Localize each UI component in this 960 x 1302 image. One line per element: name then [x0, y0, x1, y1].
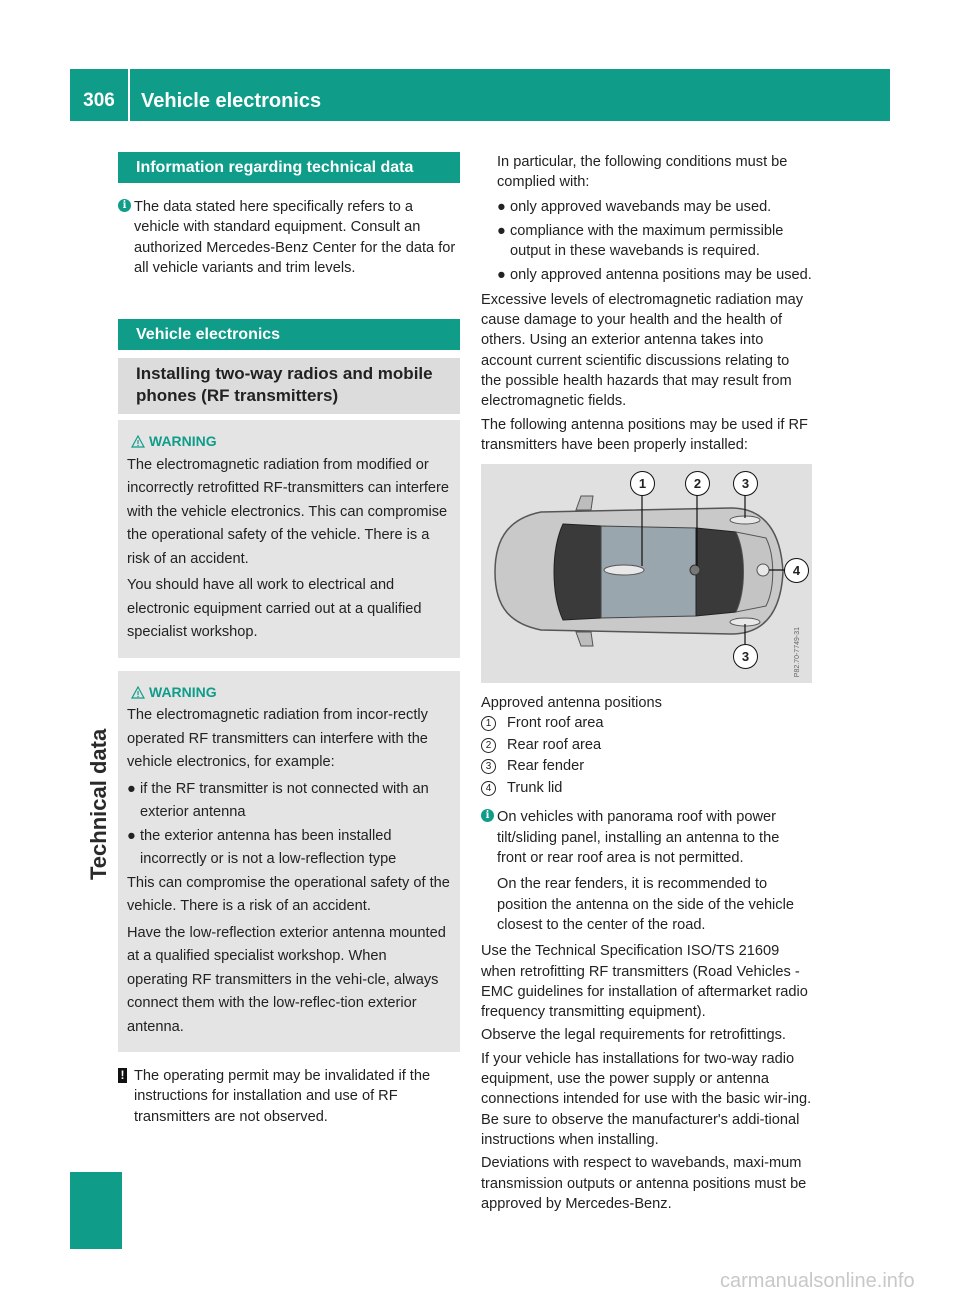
- info-icon: i: [481, 809, 494, 822]
- info-icon: i: [118, 199, 131, 212]
- figure-caption: Approved antenna positions: [481, 695, 662, 712]
- watermark: carmanualsonline.info: [720, 1270, 915, 1292]
- callout-1: 1: [630, 471, 655, 496]
- antenna-positions-figure: [481, 464, 812, 683]
- warning-text: You should have all work to electrical and electronic equipment carried out at a qualified specialist workshop.: [127, 577, 422, 641]
- info-note: [118, 197, 460, 278]
- sub-heading: Installing two-way radios and mobile phones (RF transmitters): [118, 358, 460, 414]
- info-heading: Information regarding technical data: [118, 152, 460, 183]
- info-note-text: On the rear fenders, it is recommended to position the antenna on the side of the vehicle closest to the center of the road.: [497, 876, 794, 933]
- callout-3-bottom: 3: [733, 644, 758, 669]
- callout-2: 2: [685, 471, 710, 496]
- chapter-side-label: Technical data: [86, 728, 111, 880]
- list-item: 4 Trunk lid: [481, 778, 812, 800]
- page-number: 306: [83, 90, 115, 111]
- number-badge: 3: [481, 759, 496, 774]
- bullet-icon: ●: [497, 198, 506, 215]
- list-item: ● compliance with the maximum permissible output in these wavebands is required.: [497, 222, 784, 260]
- list-item: 2 Rear roof area: [481, 735, 812, 757]
- right-column: [481, 152, 812, 1217]
- header-divider: [128, 69, 130, 121]
- number-badge: 4: [481, 781, 496, 796]
- warning-box-2: [118, 671, 460, 1053]
- warning-text: Have the low-reflection exterior antenna mounted at a qualified specialist workshop. When operating RF transmitters in the vehi-cle, always connect them with the low-reflec-tion exterior antenna.: [127, 924, 446, 1035]
- bullet-icon: ●: [127, 780, 136, 797]
- paragraph: Deviations with respect to wavebands, maxi-mum transmission outputs or antenna positions must be approved by Mercedes-Benz.: [481, 1155, 807, 1212]
- list-item: 3 Rear fender: [481, 756, 812, 778]
- warning-text: The electromagnetic radiation from incor-rectly operated RF transmitters can interfere with the vehicle electronics, for example:: [127, 707, 428, 771]
- list-item: 1 Front roof area: [481, 713, 812, 735]
- callout-3-top: 3: [733, 471, 758, 496]
- left-column: [118, 152, 460, 1127]
- warning-title: WARNING: [127, 681, 451, 705]
- paragraph: If your vehicle has installations for two-way radio equipment, use the power supply or antenna connections intended for use with the basic wir-ing. Be sure to observe the manufacturer's addi-tional instructions when installing.: [481, 1050, 812, 1148]
- number-badge: 1: [481, 716, 496, 731]
- bullet-icon: ●: [497, 222, 506, 239]
- bullet-icon: ●: [127, 827, 136, 844]
- caution-note: [118, 1066, 460, 1127]
- chapter-tab: [70, 1172, 122, 1249]
- info-note-right: [481, 807, 812, 935]
- callout-4: 4: [784, 558, 809, 583]
- list-item: ● only approved antenna positions may be used.: [497, 265, 812, 285]
- list-item: ● if the RF transmitter is not connected with an exterior antenna: [127, 778, 451, 825]
- paragraph: Observe the legal requirements for retrofittings.: [481, 1027, 786, 1044]
- paragraph: Excessive levels of electromagnetic radiation may cause damage to your health and the health of others. Using an exterior antenna takes into account current scientific discussions relating to the possible health hazards that may result from electromagnetic fields.: [481, 291, 804, 410]
- info-note-text: On vehicles with panorama roof with power tilt/sliding panel, installing an antenna to the front or rear roof area is not permitted.: [497, 809, 780, 867]
- warning-box-1: [118, 420, 460, 658]
- warning-text: The electromagnetic radiation from modified or incorrectly retrofitted RF-transmitters can interfere with the vehicle electronics. This can compromise the operational safety of the vehicle. There is a risk of an accident.: [127, 456, 449, 567]
- figure-code: P82.70-7749-31: [793, 626, 801, 678]
- number-badge: 2: [481, 738, 496, 753]
- section-heading: Vehicle electronics: [118, 319, 460, 350]
- paragraph: Use the Technical Specification ISO/TS 21609 when retrofitting RF transmitters (Road Vehicles - EMC guidelines for installation of aftermarket radio frequency transmitting equipment).: [481, 943, 808, 1021]
- caution-note-text: The operating permit may be invalidated if the instructions for installation and use of RF transmitters are not observed.: [134, 1068, 431, 1125]
- caution-icon: !: [118, 1068, 127, 1083]
- paragraph: The following antenna positions may be used if RF transmitters have been properly installed:: [481, 416, 808, 453]
- warning-title: WARNING: [127, 430, 451, 454]
- list-item: ● only approved wavebands may be used.: [497, 197, 812, 217]
- info-note-text: The data stated here specifically refers to a vehicle with standard equipment. Consult an authorized Mercedes-Benz Center for the data for all vehicle variants and trim levels.: [134, 199, 456, 276]
- car-top-view-illustration: [481, 464, 812, 683]
- list-item: ● the exterior antenna has been installed incorrectly or is not a low-reflection type: [127, 825, 451, 872]
- warning-triangle-icon: [131, 435, 145, 448]
- page-title: Vehicle electronics: [141, 90, 322, 112]
- intro-text: In particular, the following conditions must be complied with:: [497, 154, 788, 191]
- warning-triangle-icon: [131, 686, 145, 699]
- warning-text: This can compromise the operational safety of the vehicle. There is a risk of an accident.: [127, 874, 450, 915]
- bullet-icon: ●: [497, 267, 506, 284]
